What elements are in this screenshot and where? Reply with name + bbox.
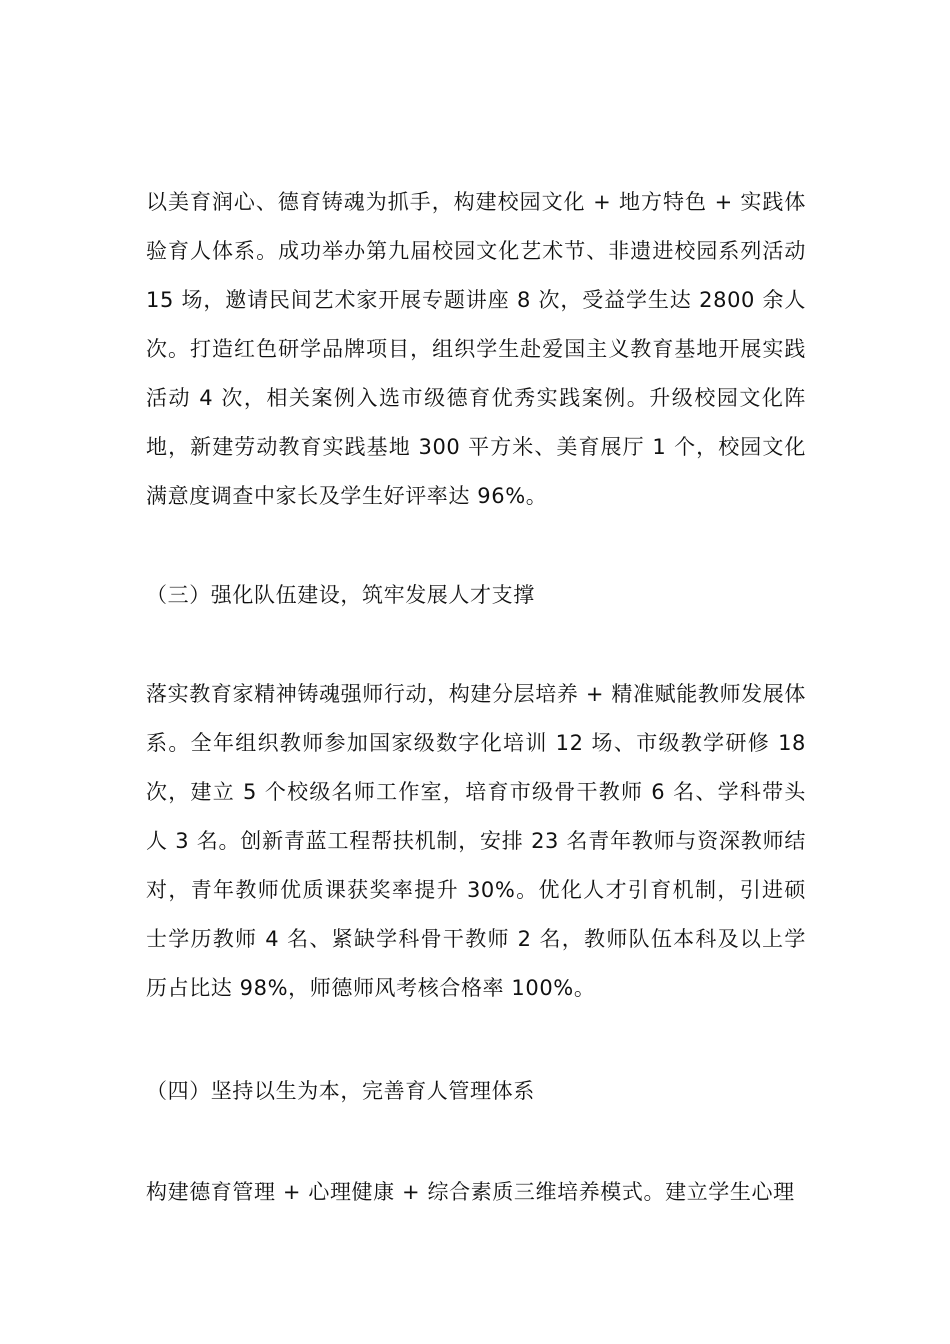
paragraph-management: 构建德育管理 + 心理健康 + 综合素质三维培养模式。建立学生心理 [146, 1180, 795, 1204]
paragraph-teachers: 落实教育家精神铸魂强师行动，构建分层培养 + 精准赋能教师发展体系。全年组织教师参加国家级数字化培训 12 场、市级教学研修 18 次，建立 5 个校级名师工作室，培育市级骨干教师 6 名、学科带头人 3 名。创新青蓝工程帮扶机制，安排 23 名青年教师与资深教师结对，青年教师优质课获奖率提升 30%。优化人才引育机制，引进硕士学历教师 4 名、紧缺学科骨干教师 2 名，教师队伍本科及以上学历占比达 98%，师德师风考核合格率 100%。 [146, 682, 806, 1000]
section-heading-3: （三）强化队伍建设，筑牢发展人才支撑 [146, 583, 535, 607]
document-body [146, 178, 806, 1217]
paragraph-culture: 以美育润心、德育铸魂为抓手，构建校园文化 + 地方特色 + 实践体验育人体系。成功举办第九届校园文化艺术节、非遗进校园系列活动 15 场，邀请民间艺术家开展专题讲座 8 次，受益学生达 2800 余人次。打造红色研学品牌项目，组织学生赴爱国主义教育基地开展实践活动 4 次，相关案例入选市级德育优秀实践案例。升级校园文化阵地，新建劳动教育实践基地 300 平方米、美育展厅 1 个，校园文化满意度调查中家长及学生好评率达 96%。 [146, 190, 806, 508]
section-heading-4: （四）坚持以生为本，完善育人管理体系 [146, 1079, 535, 1103]
